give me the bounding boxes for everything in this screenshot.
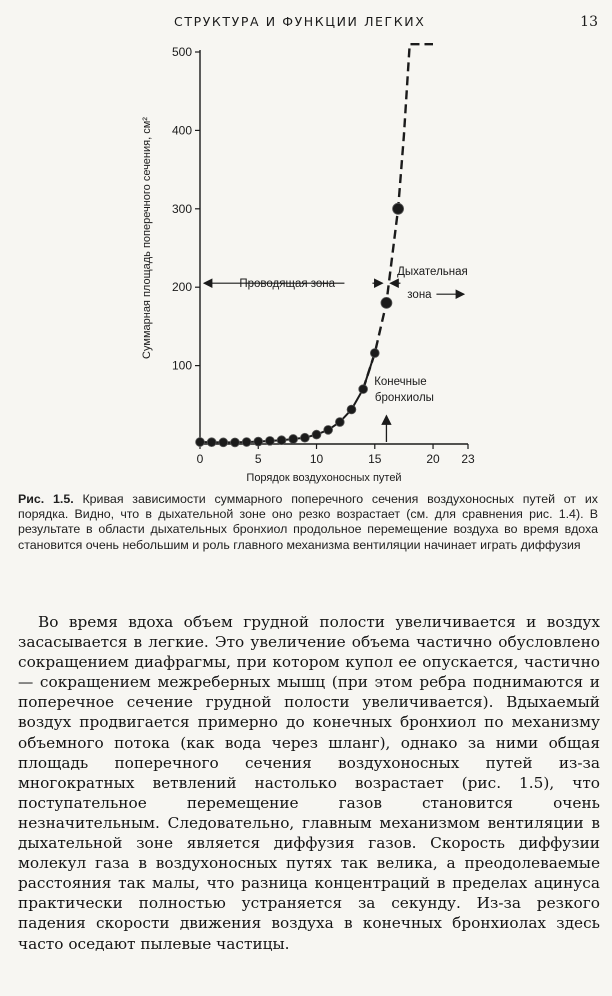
figure-label: Рис. 1.5. (18, 492, 74, 506)
data-point (207, 438, 216, 447)
data-point (370, 349, 379, 358)
figure-1-5-chart (130, 40, 480, 490)
data-point (359, 385, 368, 394)
data-point (381, 297, 392, 308)
respiratory-zone-label-line1: Дыхательная (397, 266, 468, 279)
y-axis-label: Суммарная площадь поперечного сечения, см² (141, 117, 153, 359)
y-tick-label: 100 (171, 358, 192, 373)
y-tick-label: 500 (171, 45, 192, 59)
y-tick-label: 300 (171, 201, 192, 216)
data-point (219, 438, 228, 447)
x-axis-label: Порядок воздухоносных путей (246, 472, 402, 484)
x-tick-label: 0 (196, 452, 204, 466)
data-point (254, 437, 263, 446)
data-point (196, 438, 205, 447)
chart-annotation-layer (204, 266, 468, 442)
data-point (242, 438, 251, 447)
x-tick-label: 20 (426, 452, 440, 466)
conducting-zone-label: Проводящая зона (239, 278, 336, 291)
running-title: СТРУКТУРА И ФУНКЦИИ ЛЕГКИХ (174, 14, 426, 29)
data-point (324, 425, 333, 434)
data-point (231, 438, 240, 447)
data-point (347, 405, 356, 414)
x-tick-label: 10 (309, 452, 324, 466)
page-number: 13 (580, 14, 598, 30)
terminal-bronchioles-label-line2: бронхиолы (374, 391, 434, 404)
respiratory-zone-label-line2: зона (407, 289, 432, 302)
page-header (0, 8, 612, 30)
data-point (289, 435, 298, 444)
curve-dashed (363, 44, 433, 389)
body-paragraph: Во время вдоха объем грудной полости увеличивается и воздух засасывается в легкие. Это увеличение объема частично обусловлено сокращением диафрагмы, при котором купол ее опускается, частично — сокращением межреберных мышц (при этом ребра поднимаются и поперечное сечение грудной полости увеличивается). Вдыхаемый воздух продвигается примерно до конечных бронхиол по механизму объемного потока (как вода через шланг), однако за ними общая площадь поперечного сечения воздухоносных путей из-за многократных ветвлений настолько возрастает (рис. 1.5), что поступательное перемещение газов становится очень незначительным. Следовательно, главным механизмом вентиляции в дыхательной зоне является диффузия газов. Скорость диффузии молекул газа в воздухоносных путях так велика, а преодолеваемые расстояния так малы, что разница концентраций в пределах ацинуса практически полностью устраняется за секунду. Из-за резкого падения скорости движения воздуха в конечных бронхиолах здесь часто оседают пылевые частицы. (18, 613, 600, 953)
data-point (393, 203, 404, 214)
y-tick-label: 200 (171, 280, 192, 295)
data-point (300, 433, 309, 442)
chart-points-layer (196, 203, 404, 447)
curve-solid (200, 353, 375, 442)
y-tick-label: 400 (171, 123, 192, 138)
data-point (335, 418, 344, 427)
caption-text: Кривая зависимости суммарного поперечного сечения воздухоносных путей от их порядка. Видно, что в дыхательной зоне оно резко возрастает (см. для сравнения рис. 1.4). В результате в области дыхательных бронхиол продольное перемещение воздуха во время вдоха становится очень небольшим и роль главного механизма вентиляции начинает играть диффузия (18, 492, 598, 552)
x-tick-label: 15 (368, 452, 382, 466)
x-tick-label: 5 (254, 452, 262, 466)
data-point (312, 430, 321, 439)
terminal-bronchioles-label-line1: Конечные (374, 376, 427, 389)
data-point (277, 436, 286, 445)
x-tick-label: 23 (461, 452, 475, 466)
figure-caption (18, 492, 598, 553)
data-point (266, 436, 275, 445)
